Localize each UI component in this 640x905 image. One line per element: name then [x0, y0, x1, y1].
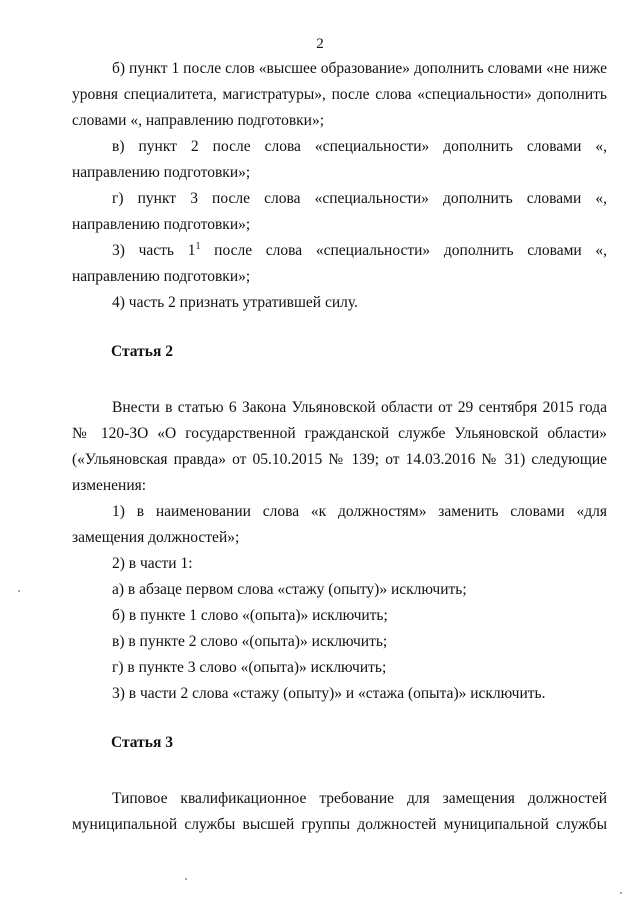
- scan-speck: [620, 892, 622, 894]
- item-3-prefix: 3) часть 1: [112, 242, 196, 259]
- scan-speck: [185, 878, 187, 880]
- article-2-item-2: 2) в части 1:: [112, 555, 193, 572]
- article-2-item-2b: б) в пункте 1 слово «(опыта)» исключить;: [112, 607, 388, 624]
- article-3-heading: Статья 3: [111, 734, 173, 751]
- article-2-heading: Статья 2: [111, 343, 173, 360]
- article-2-item-3: 3) в части 2 слова «стажу (опыту)» и «стажа (опыта)» исключить.: [112, 685, 546, 702]
- article-2-item-2a: а) в абзаце первом слова «стажу (опыту)» исключить;: [112, 581, 467, 598]
- article-3-intro: Типовое квалификационное требование для замещения должностей муниципальной службы высшей группы должностей муниципальной службы: [72, 790, 607, 833]
- item-3-rest: после слова «специальности» дополнить словами «, направлению подготовки»;: [72, 242, 608, 285]
- paragraph-item-4: 4) часть 2 признать утратившей силу.: [112, 294, 358, 311]
- scan-speck: [18, 590, 20, 592]
- article-2-item-1: 1) в наименовании слова «к должностям» заменить словами «для замещения должностей»;: [72, 503, 607, 546]
- article-2-item-2g: г) в пункте 3 слово «(опыта)» исключить;: [112, 659, 387, 676]
- paragraph-item-g: г) пункт 3 после слова «специальности» дополнить словами «, направлению подготовки»;: [72, 190, 607, 233]
- article-2-intro: Внести в статью 6 Закона Ульяновской области от 29 сентября 2015 года № 120-ЗО «О государственной гражданской службе Ульяновской области» («Ульяновская правда» от 05.10.2015 № 139; от 14.03.2016 № 31) следующие изменения:: [72, 399, 607, 494]
- item-3-superscript: 1: [195, 240, 201, 252]
- paragraph-item-3: [72, 238, 607, 290]
- paragraph-item-b: б) пункт 1 после слов «высшее образование» дополнить словами «не ниже уровня специалитета, магистратуры», после слова «специальности» дополнить словами «, направлению подготовки»;: [72, 60, 607, 129]
- article-2-item-2v: в) в пункте 2 слово «(опыта)» исключить;: [112, 633, 388, 650]
- page-number: 2: [316, 36, 324, 52]
- paragraph-item-v: в) пункт 2 после слова «специальности» дополнить словами «, направлению подготовки»;: [72, 138, 607, 181]
